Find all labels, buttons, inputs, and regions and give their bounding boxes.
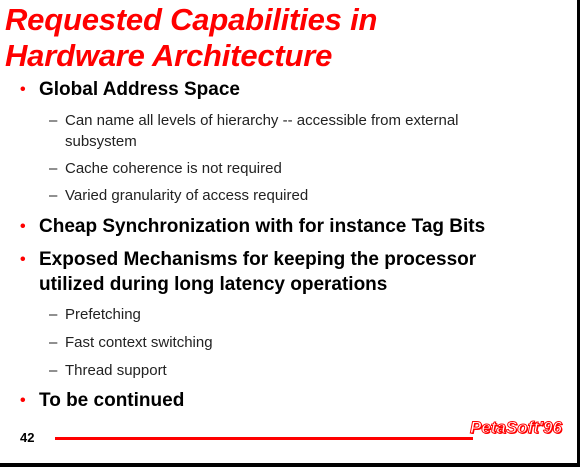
dash-icon: – — [49, 187, 58, 204]
sub-bullet-text: Cache coherence is not required — [65, 160, 282, 177]
bullet-text: Global Address Space — [39, 79, 240, 100]
sub-bullet-text: Varied granularity of access required — [65, 187, 309, 204]
dash-icon: – — [49, 112, 58, 129]
slide-border-bottom — [0, 463, 580, 467]
bullet-icon: • — [20, 251, 26, 268]
footer-divider — [55, 437, 473, 440]
petasoft-logo: PetaSoft'96 — [470, 418, 562, 437]
sub-bullet-text: Thread support — [65, 362, 167, 379]
bullet-text: Cheap Synchronization with for instance Tag Bits — [39, 216, 486, 237]
bullet-icon: • — [20, 392, 26, 409]
dash-icon: – — [49, 362, 58, 379]
page-number: 42 — [20, 430, 35, 445]
sub-bullet-text: Prefetching — [65, 306, 141, 323]
dash-icon: – — [49, 334, 58, 351]
bullet-icon: • — [20, 81, 26, 98]
bullet-text: Exposed Mechanisms for keeping the processor utilized during long latency operations — [39, 249, 477, 295]
bullet-text: To be continued — [39, 390, 185, 411]
dash-icon: – — [49, 160, 58, 177]
slide-title-line-2: Hardware Architecture — [5, 38, 333, 73]
dash-icon: – — [49, 306, 58, 323]
slide-title-line-1: Requested Capabilities in — [5, 2, 378, 37]
bullet-icon: • — [20, 218, 26, 235]
sub-bullet-text: Can name all levels of hierarchy -- accessible from external subsystem — [65, 112, 459, 150]
slide-title — [5, 2, 377, 74]
sub-bullet-text: Fast context switching — [65, 334, 213, 351]
